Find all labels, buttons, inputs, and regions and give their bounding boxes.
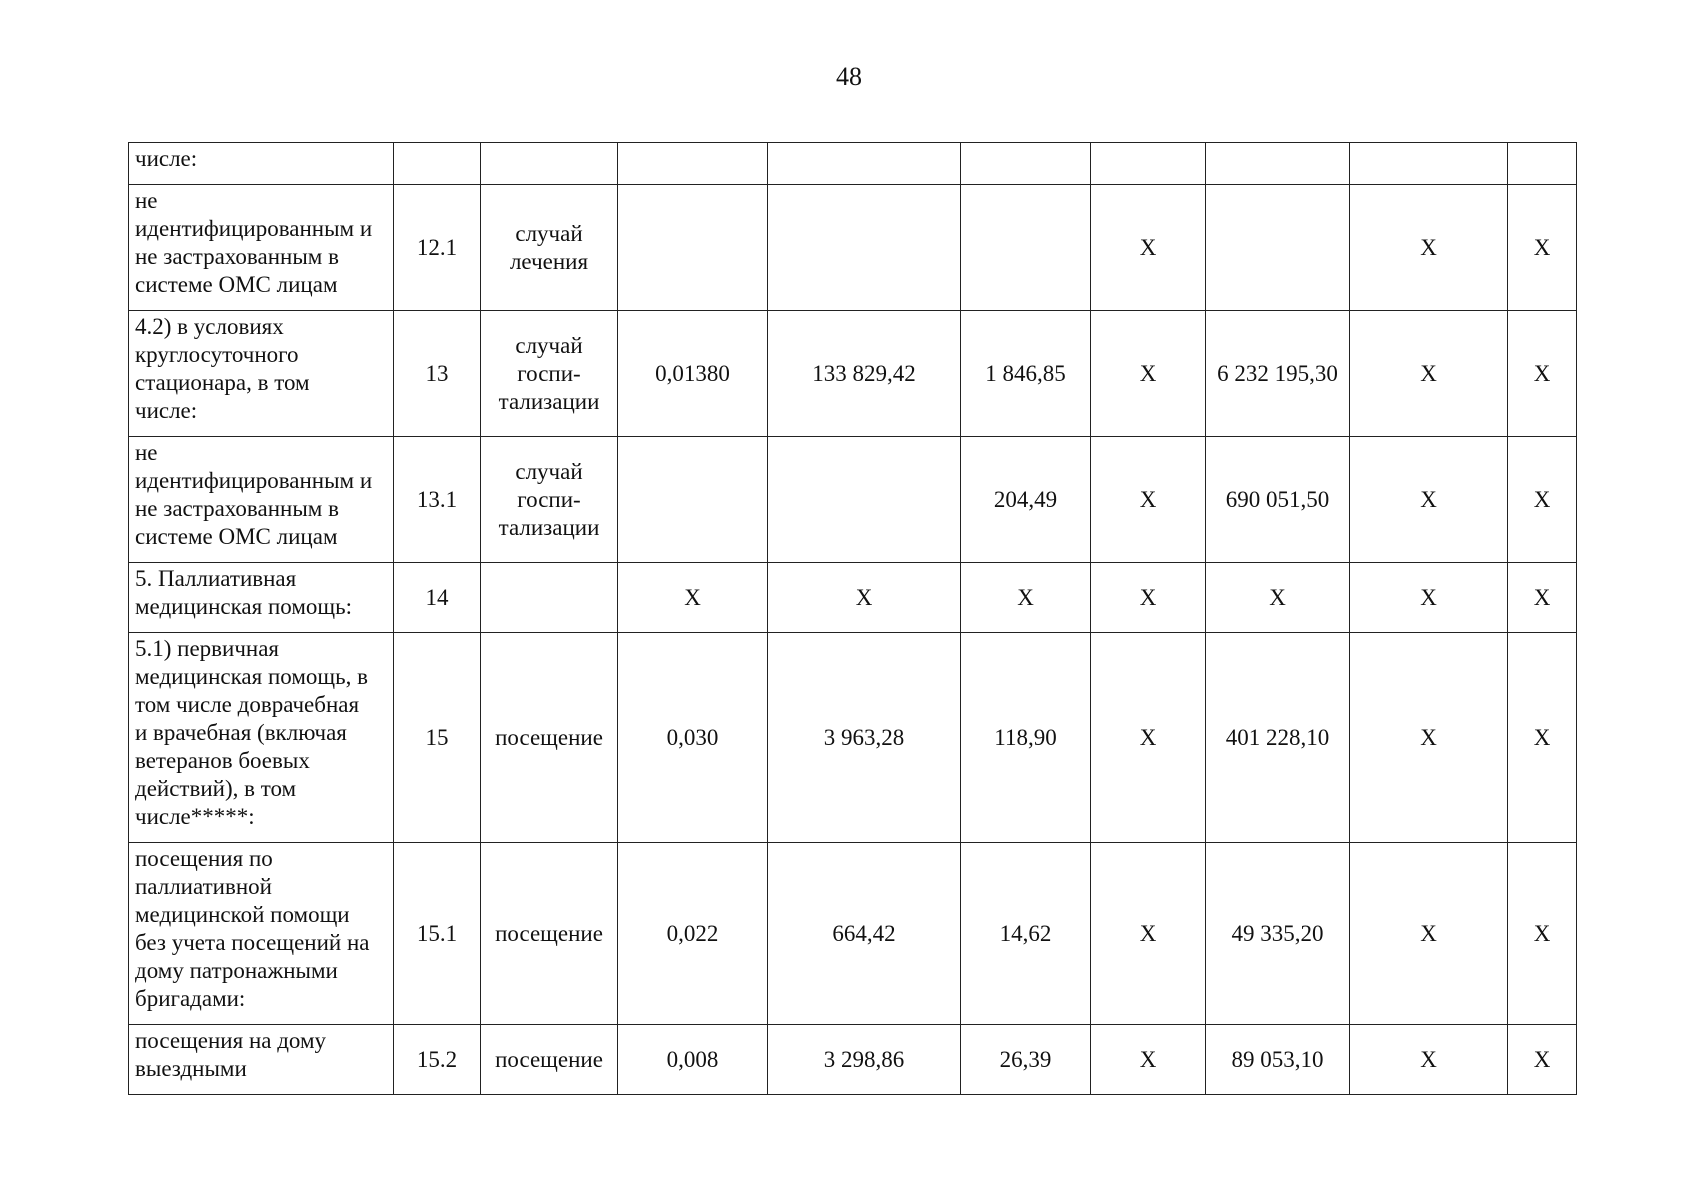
value-cell: X [1091, 563, 1206, 633]
value-cell: X [1508, 1025, 1577, 1095]
value-cell: X [1091, 843, 1206, 1025]
row-code-cell: 15.1 [394, 843, 481, 1025]
value-cell: X [1206, 563, 1350, 633]
row-name: посещения на дому выездными [135, 1028, 327, 1081]
unit-cell [481, 185, 618, 311]
value-cell: X [1350, 843, 1508, 1025]
unit-cell [481, 311, 618, 437]
value-cell: 6 232 195,30 [1206, 311, 1350, 437]
value-cell: 0,01380 [618, 311, 768, 437]
table-row [129, 437, 1577, 563]
table-row [129, 1025, 1577, 1095]
row-name-cell [129, 633, 394, 843]
row-code-cell: 12.1 [394, 185, 481, 311]
table-row [129, 143, 1577, 185]
value-cell [768, 185, 961, 311]
value-cell: X [1508, 311, 1577, 437]
value-cell: 0,022 [618, 843, 768, 1025]
value-cell: 3 298,86 [768, 1025, 961, 1095]
data-table [128, 142, 1577, 1095]
value-cell [1206, 143, 1350, 185]
value-cell: X [1091, 437, 1206, 563]
value-cell: 118,90 [961, 633, 1091, 843]
unit-cell [481, 843, 618, 1025]
value-cell [618, 143, 768, 185]
unit-cell [481, 563, 618, 633]
value-cell: X [768, 563, 961, 633]
row-name: 5.1) первичная медицинская помощь, в том числе доврачебная и врачебная (включая ветеранов боевых действий), в том числе*****: [135, 636, 368, 829]
unit-label: случай госпи- тализации [498, 458, 600, 540]
value-cell: X [1508, 563, 1577, 633]
table-row [129, 633, 1577, 843]
value-cell [768, 143, 961, 185]
unit-label: случай госпи- тализации [498, 332, 600, 414]
value-cell: 664,42 [768, 843, 961, 1025]
unit-cell [481, 1025, 618, 1095]
table-row [129, 185, 1577, 311]
table-row [129, 843, 1577, 1025]
value-cell [1508, 143, 1577, 185]
row-name-cell [129, 185, 394, 311]
row-name: посещения по паллиативной медицинской помощи без учета посещений на дому патронажными бригадами: [135, 846, 370, 1011]
row-name-cell [129, 143, 394, 185]
value-cell [618, 437, 768, 563]
value-cell [1206, 185, 1350, 311]
value-cell: X [1091, 1025, 1206, 1095]
value-cell: X [1508, 185, 1577, 311]
row-code-cell: 15 [394, 633, 481, 843]
row-name: не идентифицированным и не застрахованным в системе ОМС лицам [135, 440, 373, 549]
row-name-cell [129, 843, 394, 1025]
unit-label: посещение [495, 1046, 603, 1072]
value-cell: X [1350, 563, 1508, 633]
row-code-cell: 14 [394, 563, 481, 633]
value-cell: X [1350, 437, 1508, 563]
row-name-cell [129, 311, 394, 437]
value-cell: 690 051,50 [1206, 437, 1350, 563]
unit-label: посещение [495, 724, 603, 750]
table-row [129, 563, 1577, 633]
value-cell: 14,62 [961, 843, 1091, 1025]
value-cell: X [1091, 633, 1206, 843]
page-number: 48 [836, 62, 862, 91]
row-name-cell [129, 437, 394, 563]
row-code-cell: 15.2 [394, 1025, 481, 1095]
value-cell: X [1091, 185, 1206, 311]
value-cell: 3 963,28 [768, 633, 961, 843]
value-cell [618, 185, 768, 311]
value-cell: X [1350, 311, 1508, 437]
value-cell: X [1508, 843, 1577, 1025]
value-cell: X [961, 563, 1091, 633]
value-cell: X [1350, 633, 1508, 843]
table-row [129, 311, 1577, 437]
row-code-cell: 13 [394, 311, 481, 437]
value-cell: X [1350, 1025, 1508, 1095]
row-name: числе: [135, 146, 198, 171]
value-cell: 1 846,85 [961, 311, 1091, 437]
row-name: не идентифицированным и не застрахованным в системе ОМС лицам [135, 188, 373, 297]
unit-cell [481, 437, 618, 563]
value-cell: 0,030 [618, 633, 768, 843]
value-cell: 0,008 [618, 1025, 768, 1095]
unit-cell [481, 633, 618, 843]
value-cell: X [1350, 185, 1508, 311]
unit-cell [481, 143, 618, 185]
unit-label: посещение [495, 920, 603, 946]
row-name-cell [129, 1025, 394, 1095]
value-cell [1350, 143, 1508, 185]
value-cell: 401 228,10 [1206, 633, 1350, 843]
value-cell [768, 437, 961, 563]
row-name-cell [129, 563, 394, 633]
value-cell [961, 143, 1091, 185]
value-cell [1091, 143, 1206, 185]
value-cell: 89 053,10 [1206, 1025, 1350, 1095]
value-cell: 26,39 [961, 1025, 1091, 1095]
value-cell: X [618, 563, 768, 633]
unit-label: случай лечения [509, 220, 589, 274]
row-name: 4.2) в условиях круглосуточного стационара, в том числе: [135, 314, 310, 423]
value-cell: 133 829,42 [768, 311, 961, 437]
value-cell [961, 185, 1091, 311]
row-code-cell [394, 143, 481, 185]
value-cell: X [1508, 633, 1577, 843]
row-code-cell: 13.1 [394, 437, 481, 563]
value-cell: 204,49 [961, 437, 1091, 563]
row-name: 5. Паллиативная медицинская помощь: [135, 566, 352, 619]
table-body [129, 143, 1577, 1095]
value-cell: 49 335,20 [1206, 843, 1350, 1025]
value-cell: X [1508, 437, 1577, 563]
value-cell: X [1091, 311, 1206, 437]
